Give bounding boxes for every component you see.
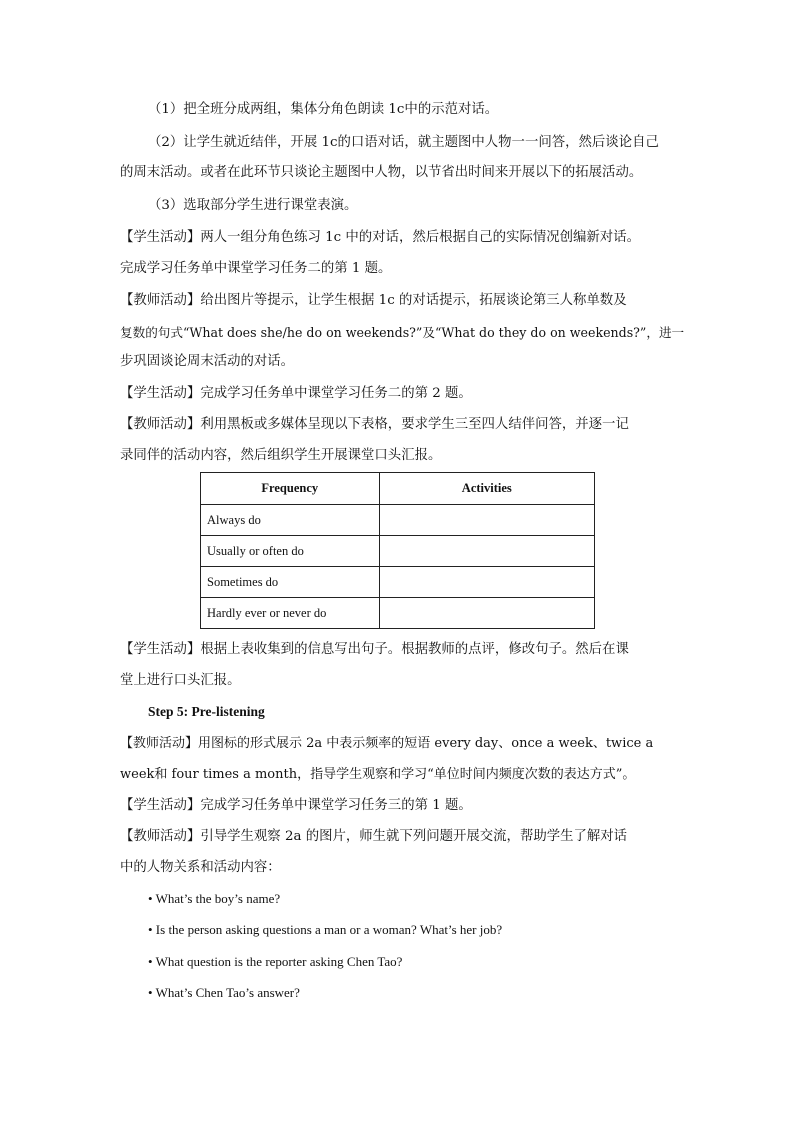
activities-cell [379,536,594,567]
teacher-activity-3-line-2: week和 four times a month，指导学生观察和学习“单位时间内频度次数的表达方式”。 [120,767,636,782]
activities-cell [379,598,594,629]
question-item: • What’s the boy’s name? [148,891,281,906]
teacher-activity-1-line-3: 步巩固谈论周末活动的对话。 [120,354,295,369]
student-activity-1-line-1: 【学生活动】两人一组分角色练习 1c 中的对话，然后根据自己的实际情况创编新对话。 [120,230,640,245]
activities-cell [379,505,594,536]
paragraph-2-line-1: （2）让学生就近结伴，开展 1c的口语对话，就主题图中人物一一问答，然后谈论自己 [148,135,659,150]
frequency-cell: Sometimes do [201,567,380,598]
frequency-table [200,472,595,629]
teacher-activity-1-line-1: 【教师活动】给出图片等提示，让学生根据 1c 的对话提示，拓展谈论第三人称单数及 [120,293,627,308]
teacher-activity-2-line-2: 录同伴的活动内容，然后组织学生开展课堂口头汇报。 [120,448,442,463]
question-item: • Is the person asking questions a man or a woman? What’s her job? [148,922,503,937]
teacher-activity-3-line-1: 【教师活动】用图标的形式展示 2a 中表示频率的短语 every day、once a week、twice a [120,736,654,751]
table-row [201,536,595,567]
step-5-heading: Step 5: Pre-listening [148,704,265,719]
question-item: • What’s Chen Tao’s answer? [148,985,300,1000]
frequency-cell: Usually or often do [201,536,380,567]
paragraph-1: （1）把全班分成两组，集体分角色朗读 1c中的示范对话。 [148,102,499,117]
table-header-row [201,473,595,505]
student-activity-3-line-2: 堂上进行口头汇报。 [120,673,241,688]
paragraph-3: （3）选取部分学生进行课堂表演。 [148,198,358,213]
table-row [201,598,595,629]
activities-cell [379,567,594,598]
teacher-activity-4-line-2: 中的人物关系和活动内容： [120,860,281,875]
teacher-activity-2-line-1: 【教师活动】利用黑板或多媒体呈现以下表格，要求学生三至四人结伴问答，并逐一记 [120,417,629,432]
teacher-activity-1-line-2: 复数的句式“What does she/he do on weekends?”及“What do they do on weekends?”，进一 [120,325,685,340]
teacher-activity-4-line-1: 【教师活动】引导学生观察 2a 的图片，师生就下列问题开展交流，帮助学生了解对话 [120,829,628,844]
question-item: • What question is the reporter asking Chen Tao? [148,954,403,969]
student-activity-3-line-1: 【学生活动】根据上表收集到的信息写出句子。根据教师的点评，修改句子。然后在课 [120,642,629,657]
paragraph-2-line-2: 的周末活动。或者在此环节只谈论主题图中人物，以节省出时间来开展以下的拓展活动。 [120,165,643,180]
column-header-activities: Activities [379,473,594,505]
table-row [201,567,595,598]
frequency-cell: Hardly ever or never do [201,598,380,629]
student-activity-2: 【学生活动】完成学习任务单中课堂学习任务二的第 2 题。 [120,386,472,401]
column-header-frequency: Frequency [201,473,380,505]
student-activity-4: 【学生活动】完成学习任务单中课堂学习任务三的第 1 题。 [120,798,472,813]
frequency-cell: Always do [201,505,380,536]
table-row [201,505,595,536]
student-activity-1-line-2: 完成学习任务单中课堂学习任务二的第 1 题。 [120,261,392,276]
